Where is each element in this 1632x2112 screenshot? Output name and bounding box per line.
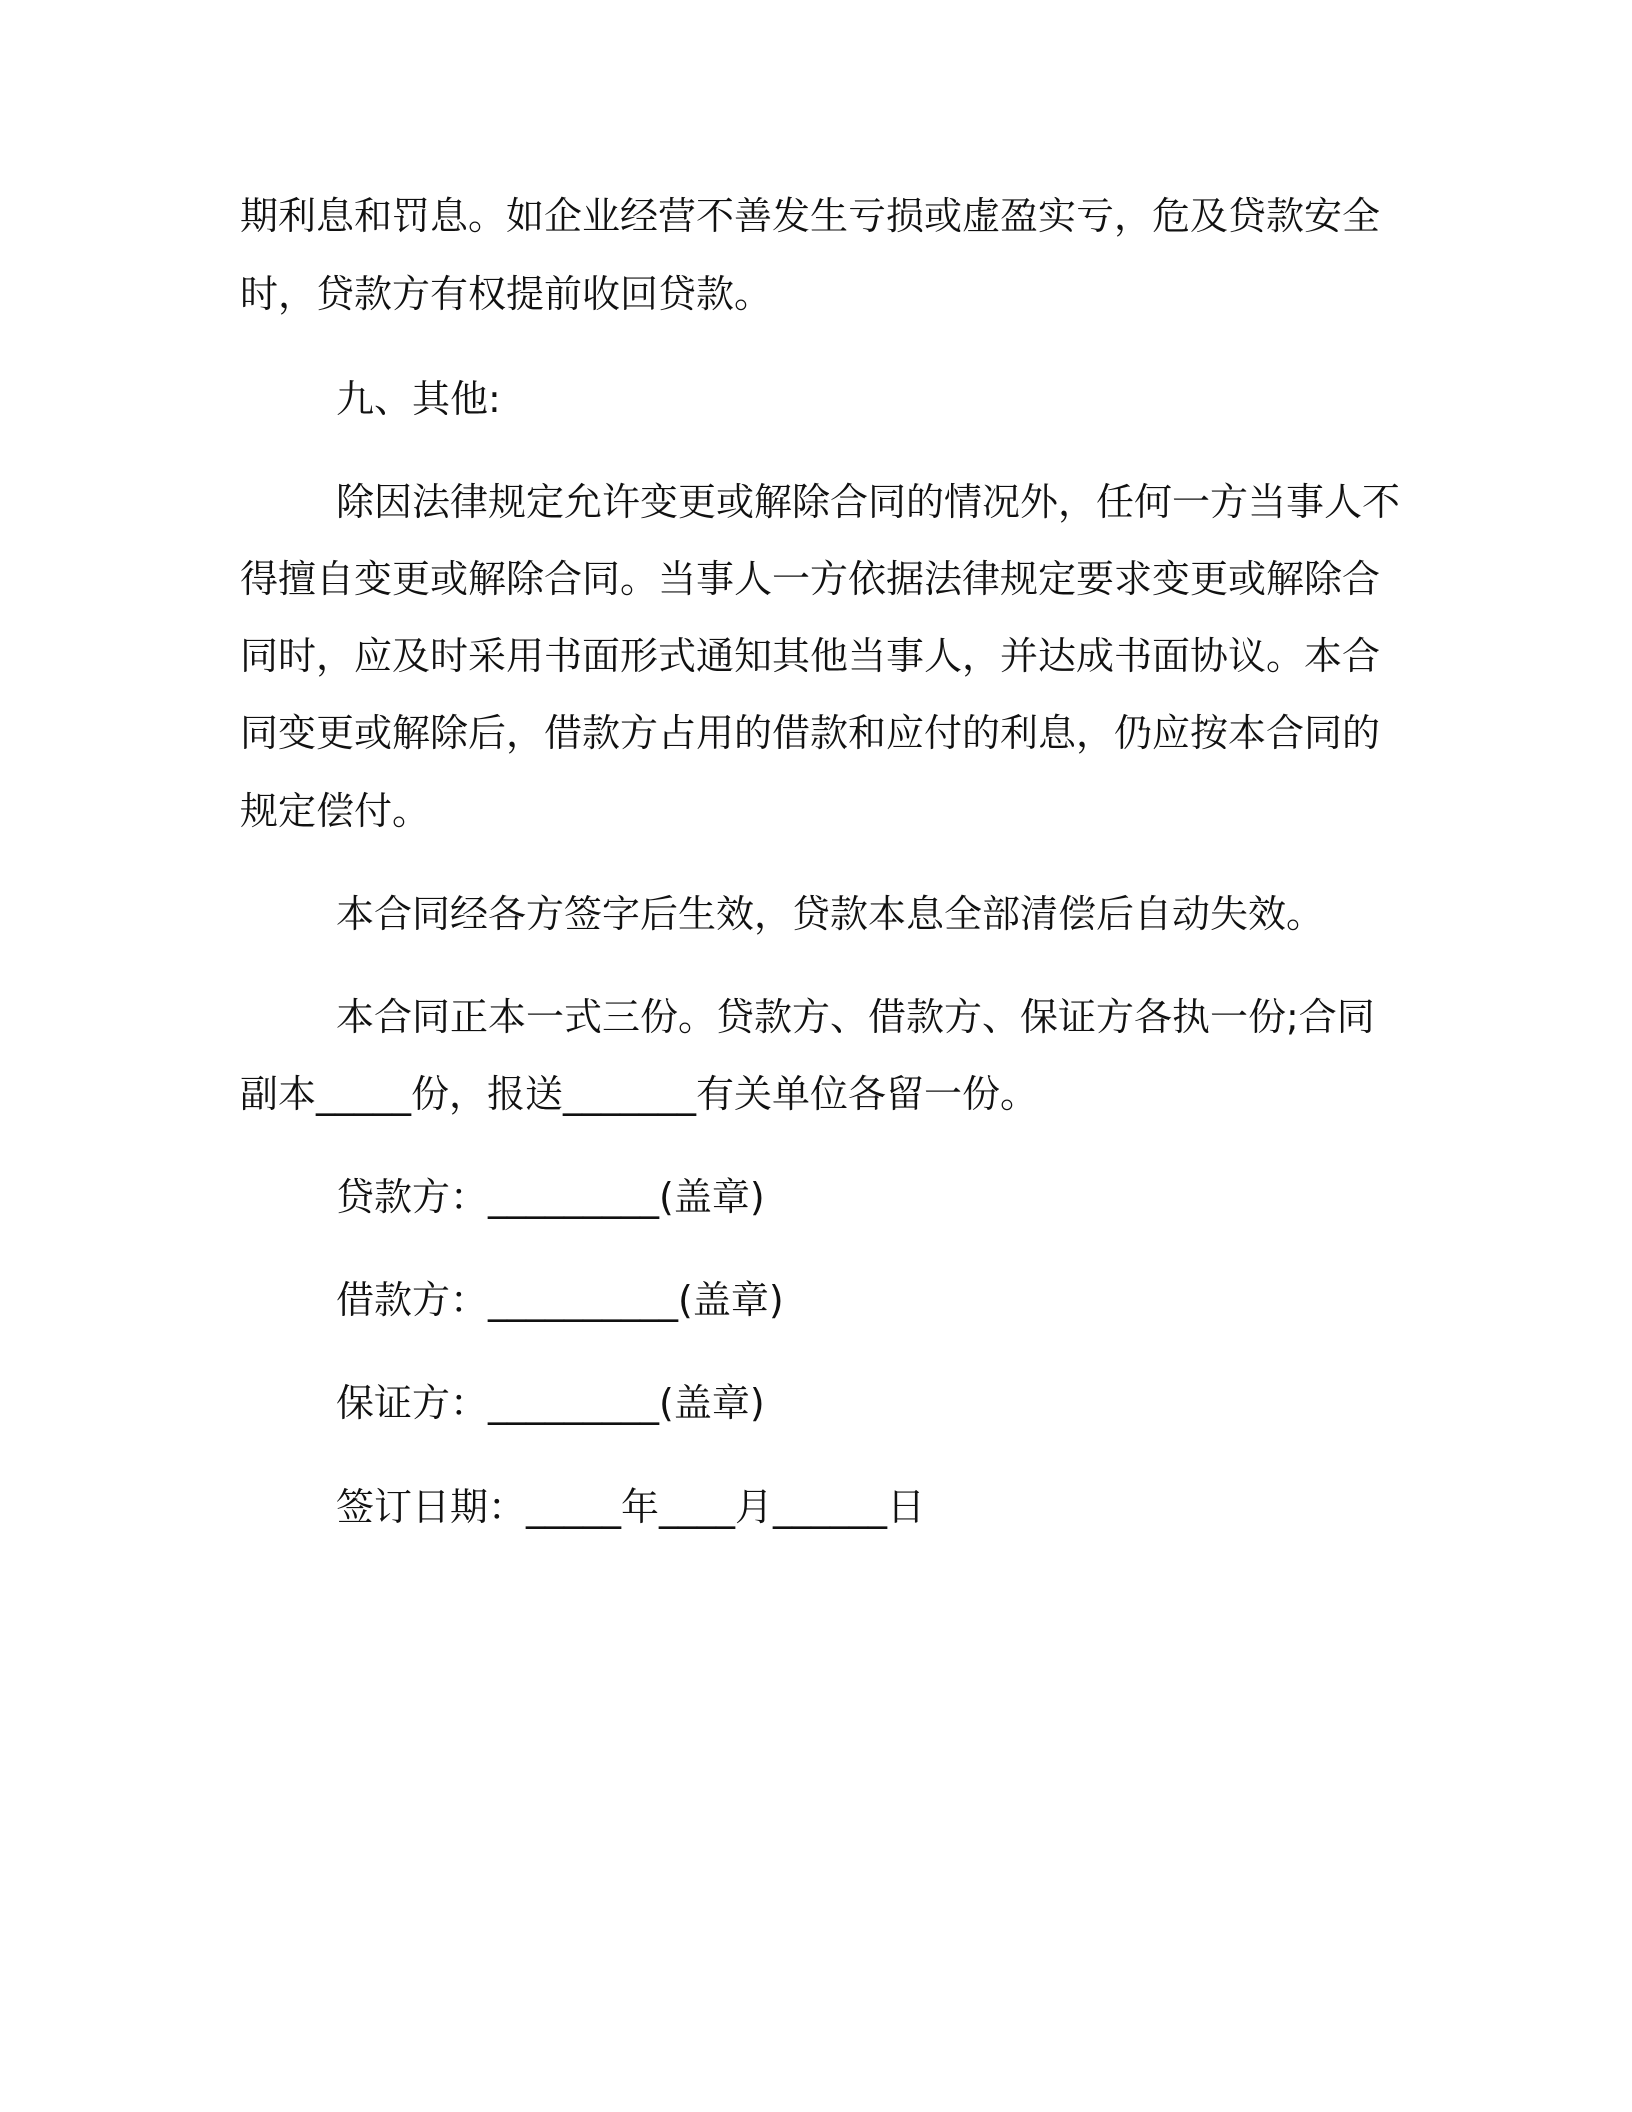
paragraph-line: 同变更或解除后，借款方占用的借款和应付的利息，仍应按本合同的 [240,711,1381,755]
paragraph-line: 得擅自变更或解除合同。当事人一方依据法律规定要求变更或解除合 [240,557,1381,601]
paragraph-line: 除因法律规定允许变更或解除合同的情况外，任何一方当事人不 [336,480,1401,524]
copies-clause-line-2: 副本_____份，报送_______有关单位各留一份。 [240,1072,1039,1116]
lender-signature-line: 贷款方：_________(盖章) [336,1175,765,1219]
continuation-line-2: 时，贷款方有权提前收回贷款。 [240,272,773,316]
section-heading: 九、其他: [336,377,501,421]
borrower-signature-line: 借款方：__________(盖章) [336,1278,784,1322]
continuation-line-1: 期利息和罚息。如企业经营不善发生亏损或虚盈实亏，危及贷款安全 [240,194,1381,238]
effective-clause: 本合同经各方签字后生效，贷款本息全部清偿后自动失效。 [336,892,1325,936]
guarantor-signature-line: 保证方：_________(盖章) [336,1381,765,1425]
signing-date-line: 签订日期：_____年____月______日 [336,1485,926,1529]
copies-clause-line-1: 本合同正本一式三份。贷款方、借款方、保证方各执一份;合同 [336,995,1375,1039]
paragraph-line: 规定偿付。 [240,789,431,833]
paragraph-line: 同时，应及时采用书面形式通知其他当事人，并达成书面协议。本合 [240,634,1381,678]
